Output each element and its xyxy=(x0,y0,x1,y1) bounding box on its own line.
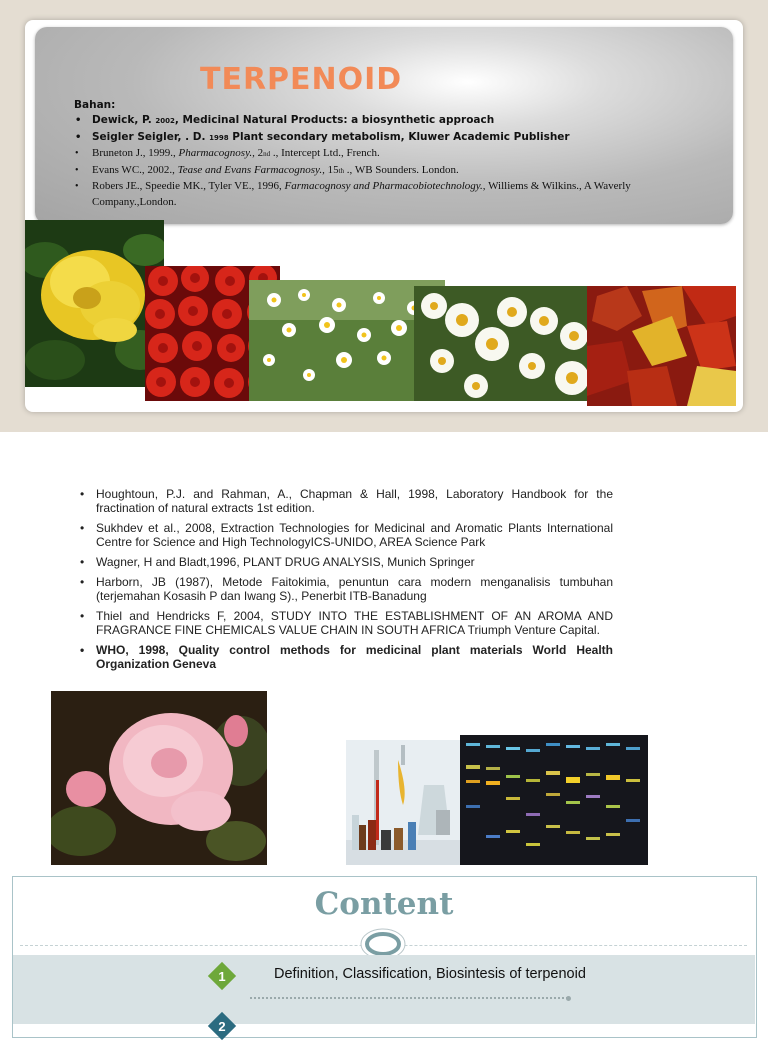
dotted-separator xyxy=(250,997,568,999)
autumn-leaves-icon xyxy=(587,286,736,406)
number-badge-label: 1 xyxy=(218,969,226,984)
reference-item: • Thiel and Hendricks F, 2004, STUDY INTO THE ESTABLISHMENT OF AN AROMA AND FRAGRANCE FINE CHEMICALS VALUE CHAIN IN SOUTH AFRICA Triumph Venture Capital. xyxy=(80,609,613,637)
reference-item: • Harborn, JB (1987), Metode Faitokimia, penuntun cara modern menganalisis tumbuhan (terjemahan Kosasih P dan Iwang S)., Penerbit ITB-Banadung xyxy=(80,575,613,603)
reference-item: • Robers JE., Speedie MK., Tyler VE., 1996, Farmacognosy and Pharmacobiotechnology., Williems & Wilkins., A Waverly Company.,London. xyxy=(74,179,694,210)
slide2-reference-list xyxy=(80,487,613,677)
reference-item: • Houghtoun, P.J. and Rahman, A., Chapman & Hall, 1998, Laboratory Handbook for the fractination of natural extracts 1st edition. xyxy=(80,487,613,515)
reference-item: • WHO, 1998, Quality control methods for medicinal plant materials World Health Organization Geneva xyxy=(80,643,613,671)
yellow-rose-icon xyxy=(25,220,164,387)
reference-item: • Evans WC., 2002., Tease and Evans Farmacognosy., 15th ., WB Sounders. London. xyxy=(74,163,694,180)
daisies-icon xyxy=(414,286,590,401)
pink-rose-icon xyxy=(51,691,267,865)
number-badge-label: 2 xyxy=(218,1019,226,1034)
number-badge-1 xyxy=(207,961,237,991)
content-item-1[interactable]: Definition, Classification, Biosintesis of terpenoid xyxy=(274,966,586,982)
slide1-reference-list xyxy=(74,113,694,210)
reference-item: • Bruneton J., 1999., Pharmacognosy., 2nd ., Intercept Ltd., French. xyxy=(74,146,694,163)
slide3-title: Content xyxy=(314,886,454,922)
bahan-label: Bahan: xyxy=(74,99,116,111)
reference-item: • Dewick, P. 2002, Medicinal Natural Products: a biosynthetic approach xyxy=(74,113,694,130)
tlc-plate-icon xyxy=(460,735,648,865)
number-badge-2 xyxy=(207,1011,237,1041)
reference-item: • Sukhdev et al., 2008, Extraction Technologies for Medicinal and Aromatic Plants International Centre for Science and High TechnologyICS-UNIDO, AREA Science Park xyxy=(80,521,613,549)
reference-item: • Seigler Seigler, . D. 1998 Plant secondary metabolism, Kluwer Academic Publisher xyxy=(74,130,694,147)
reference-item: • Wagner, H and Bladt,1996, PLANT DRUG ANALYSIS, Munich Springer xyxy=(80,555,613,569)
separator-dot xyxy=(566,996,571,1001)
slide1-title: TERPENOID xyxy=(200,62,403,97)
lab-glassware-icon xyxy=(346,740,460,865)
